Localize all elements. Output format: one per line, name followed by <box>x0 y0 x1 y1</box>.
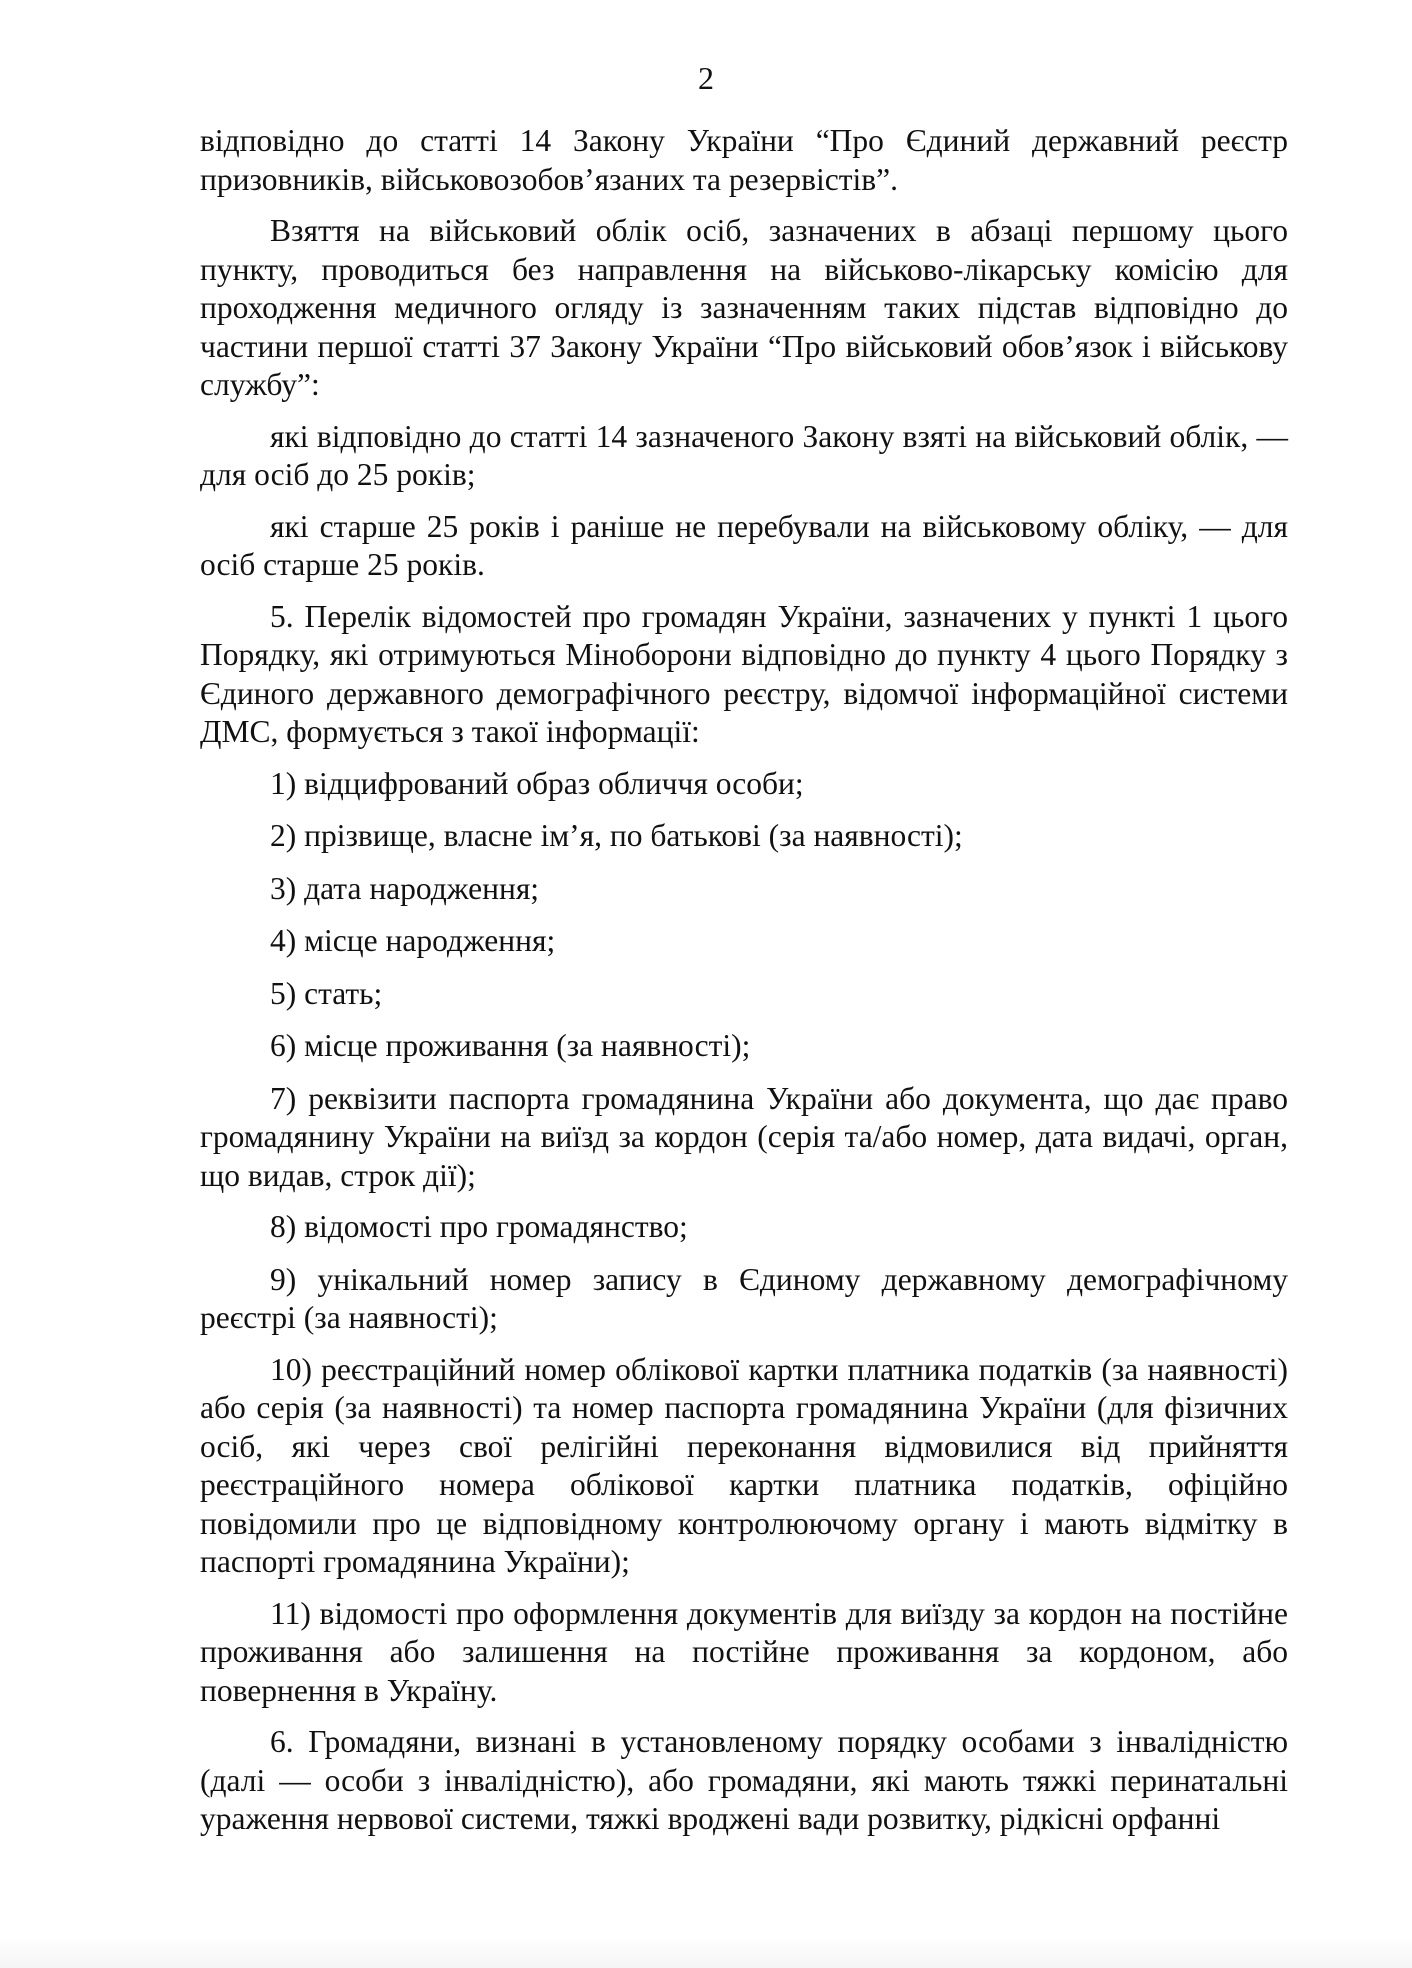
paragraph: 5. Перелік відомостей про громадян України, зазначених у пункті 1 цього Порядку, які отримуються Міноборони відповідно до пункту 4 цього Порядку з Єдиного державного демографічного реєстру, відомчої інформаційної системи ДМС, формується з такої інформації: <box>200 598 1288 749</box>
list-item: 7) реквізити паспорта громадянина України або документа, що дає право громадянину України на виїзд за кордон (серія та/або номер, дата видачі, орган, що видав, строк дії); <box>200 1080 1288 1193</box>
list-item: 10) реєстраційний номер облікової картки платника податків (за наявності) або серія (за наявності) та номер паспорта громадянина України (для фізичних осіб, які через свої релігійні переконання відмовилися від прийняття реєстраційного номера облікової картки платника податків, офіційно повідомили про це відповідному контролюючому органу і мають відмітку в паспорті громадянина України); <box>200 1351 1288 1579</box>
page-number: 2 <box>698 60 714 96</box>
paragraph: 6. Громадяни, визнані в установленому порядку особами з інвалідністю (далі — особи з інвалідністю), або громадяни, які мають тяжкі перинатальні ураження нервової системи, тяжкі вроджені вади розвитку, рідкісні орфанні <box>200 1724 1288 1836</box>
list-item: 4) місце народження; <box>270 923 556 958</box>
list-item: 11) відомості про оформлення документів для виїзду за кордон на постійне проживання або залишення на постійне проживання за кордоном, або повернення в Україну. <box>200 1595 1288 1708</box>
list-item: 1) відцифрований образ обличчя особи; <box>270 765 804 801</box>
paragraph: які старше 25 років і раніше не перебували на військовому обліку, — для осіб старше 25 років. <box>200 508 1288 582</box>
list-item: 9) унікальний номер запису в Єдиному державному демографічному реєстрі (за наявності); <box>200 1261 1288 1335</box>
list-item: 5) стать; <box>270 975 383 1011</box>
paragraph: Взяття на військовий облік осіб, зазначених в абзаці першому цього пункту, проводиться без направлення на військово-лікарську комісію для проходження медичного огляду із зазначенням таких підстав відповідно до частини першої статті 37 Закону України “Про військовий обов’язок і військову службу”: <box>200 213 1288 402</box>
page-bottom-edge <box>0 1938 1412 1968</box>
paragraph: які відповідно до статті 14 зазначеного Закону взяті на військовий облік, — для осіб до 25 років; <box>200 418 1288 492</box>
list-item: 6) місце проживання (за наявності); <box>270 1028 751 1063</box>
paragraph: відповідно до статті 14 Закону України “Про Єдиний державний реєстр призовників, військовозобов’язаних та резервістів”. <box>200 123 1288 197</box>
document-body <box>200 122 1288 1852</box>
list-item: 3) дата народження; <box>270 870 540 906</box>
list-item: 8) відомості про громадянство; <box>270 1209 688 1244</box>
list-item: 2) прізвище, власне ім’я, по батькові (за наявності); <box>270 818 963 853</box>
